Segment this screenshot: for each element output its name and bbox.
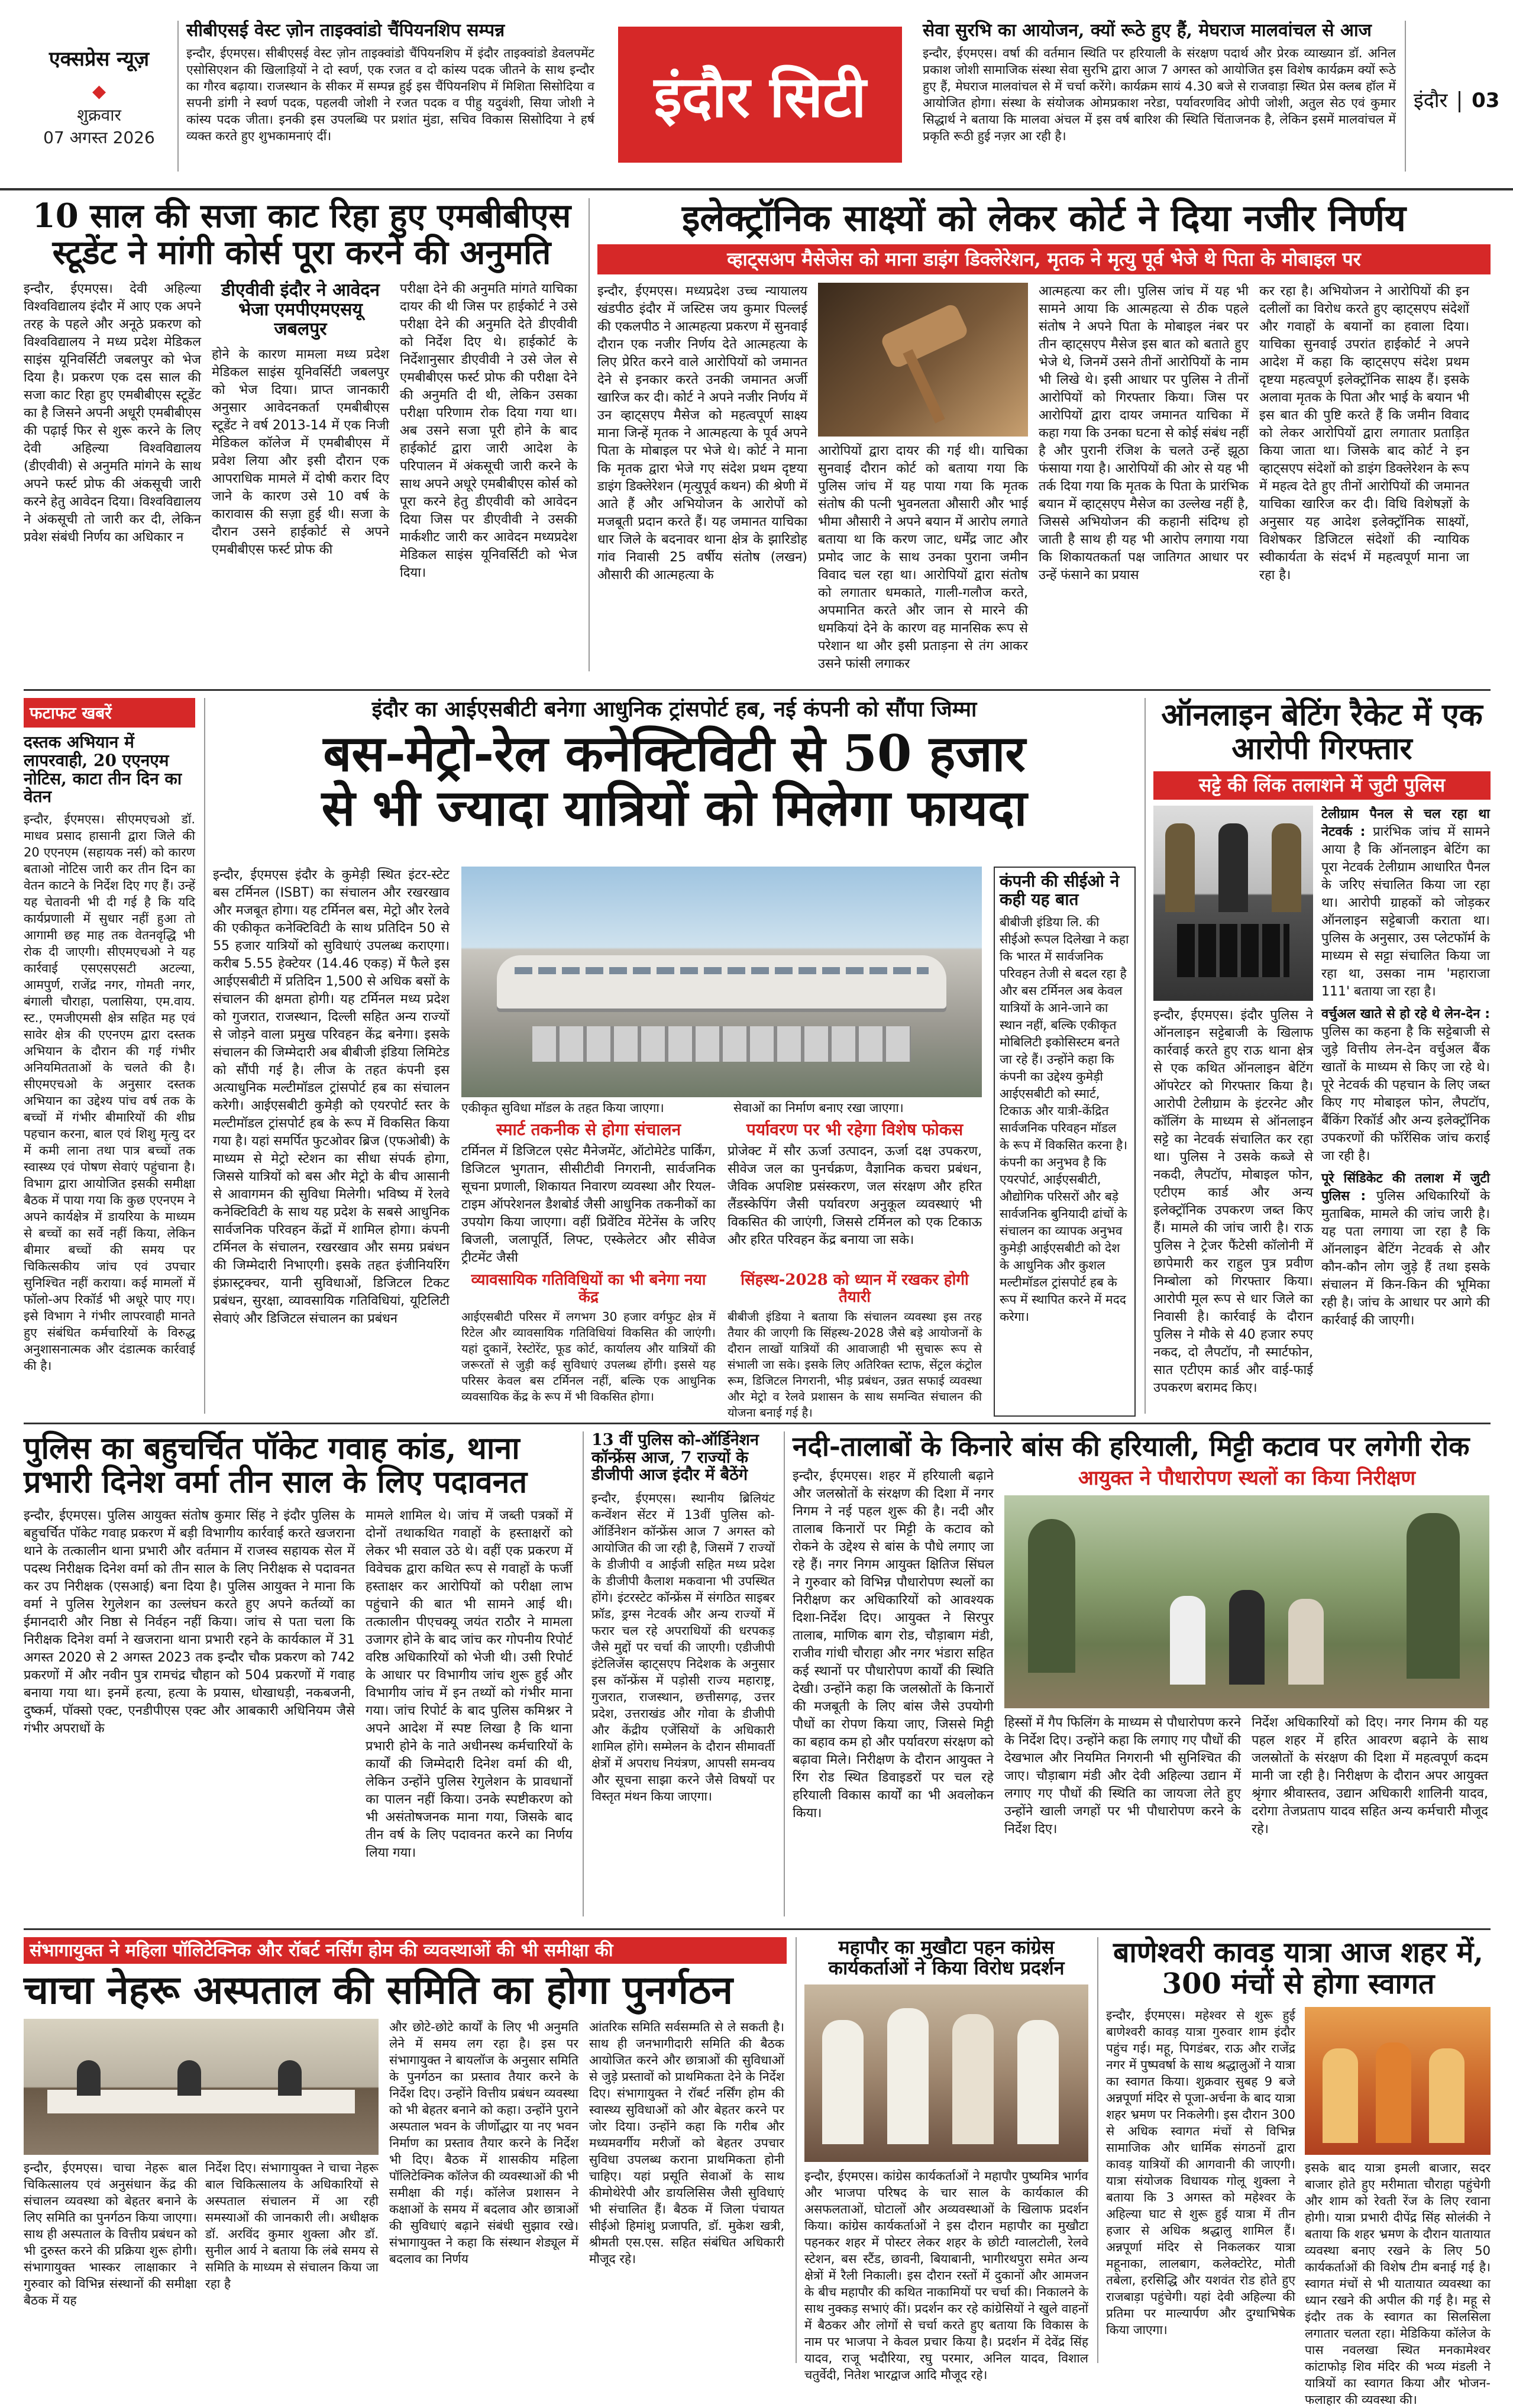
isbt-simhastha-body: बीबीजी इंडिया ने बताया कि संचालन व्यवस्था इस तरह तैयार की जाएगी कि सिंहस्थ-2028 जैसे बड़े आयोजनों के दौरान लाखों यात्रियों की आवाजाही भी सुचारू रूप से संभाली जा सके। इसके लिए अतिरिक्त स्टाफ, सेंट्रल कंट्रोल रूम, डिजिटल निगरानी, भीड़ प्रबंधन, उन्नत सफाई व्यवस्था और मेट्रो व रेलवे प्रशासन के साथ समन्वित संचालन की योजना बनाई गई है। [728,1310,982,1420]
kanwar-col2: इसके बाद यात्रा इमली बाजार, सदर बाजार होते हुए मरीमाता चौराहा पहुंचेगी और शाम को रेवती रेंज के लिए रवाना होगी। यात्रा प्रभारी दीपेंद्र सिंह सोलंकी ने बताया कि शहर भ्रमण के दौरान यातायात व्यवस्था बनाए रखने के लिए 50 कार्यकर्ताओं की विशेष टीम बनाई गई है। स्वागत मंचों से भी यातायात व्यवस्था का ध्यान रखने की अपील की गई है। महू से इंदौर तक के स्वागत का सिलसिला लगातार चलता रहा। मेडिकिया कॉलेज के पास नवलखा स्थित मनकामेश्वर कांटाफोड़ शिव मंदिर की भव्य मंडली ने यात्रियों का स्वागत किया और भोजन-फलाहार की व्यवस्था की। [1305,2160,1491,2407]
isbt-simhastha-section [728,1271,982,1420]
betting-police-photo [1153,806,1313,1001]
bamboo-subhead: आयुक्त ने पौधारोपण स्थलों का किया निरीक्षण [1078,1466,1416,1490]
bamboo-inspection-photo [1004,1495,1489,1708]
mbbs-col3: परीक्षा देने की अनुमति मांगते याचिका दायर की थी जिस पर हाईकोर्ट ने उसे परीक्षा देने की अनुमति देते डीएवीवी को निर्देश दिए थे। हाईकोर्ट के निर्देशानुसार डीएवीवी ने उसे जेल से एमबीबीएस फर्स्ट प्रोफ की परीक्षा देने की अनुमति दी थी, लेकिन उसका परीक्षा परिणाम रोक दिया गया था। अब उसने सजा पूरी होने के बाद हाईकोर्ट द्वारा जारी आदेश के परिपालन में अंकसूची जारी करने के साथ अपने अधूरे एमबीबीएस कोर्स को पूरा करने हेतु डीएवीवी को आवेदन दिया जिस पर डीएवीवी ने उसकी मार्कशीट जारी कर आवेदन मध्यप्रदेश मेडिकल साइंस यूनिवर्सिटी को भेज दिया। [400,282,577,581]
page-number-block [1414,86,1502,121]
isbt-photo-caption: एकीकृत सुविधा मॉडल के तहत किया जाएगा। [461,1101,664,1115]
fatafat-label: फटाफट खबरें [30,703,112,723]
kanwar-story [1106,1936,1491,2407]
isbt-commerce-body: आईएसबीटी परिसर में लगभग 30 हजार वर्गफुट क्षेत्र में रिटेल और व्यावसायिक गतिविधियां विकसित की जाएंगी। यहां दुकानें, रेस्टोरेंट, फूड कोर्ट, कार्यालय और यात्रियों की जरूरतों से जुड़ी कई सुविधाएं उपलब्ध होंगी। इससे यह परिसर केवल बस टर्मिनल नहीं, बल्कि एक आधुनिक व्यवसायिक केंद्र के रूप में भी विकसित होगा। [461,1310,716,1404]
mbbs-story [24,198,580,683]
fatafat-body: इन्दौर, ईएमएस। सीएमएचओ डॉ. माधव प्रसाद हासानी द्वारा जिले की 20 एएनएम (सहायक नर्स) को कारण बताओ नोटिस जारी कर तीन दिन का वेतन काटने के निर्देश दिए गए हैं। उन्हें यह चेतावनी भी दी गई है कि यदि कार्यप्रणाली में सुधार नहीं हुआ तो आगामी छह माह तक वेतनवृद्धि भी रोक दी जाएगी। सीएमएचओ ने यह कार्रवाई एसएसएसटी अटल्या, आमपुर्ण, राजेंद्र नगर, गोमती नगर, बंगाली चौराहा, पलासिया, एम.वाय. स्ट., एमजीएमसी क्षेत्र सहित मह एवं सावेर क्षेत्र की एएनएम द्वारा दस्तक अभियान के दौरान की गई गंभीर अनियमितताओं के चलते की है। सीएमएचओ के अनुसार दस्तक अभियान का उद्देश्य पांच वर्ष तक के बच्चों में गंभीर बीमारियों की शीघ्र पहचान करना, बाल एवं शिशु मृत्यु दर में कमी लाना तथा पात्र बच्चों तक स्वास्थ्य एवं पोषण सेवाएं पहुंचाना है। विभाग द्वारा आयोजित इसकी समीक्षा बैठक में पाया गया कि कुछ एएनएम ने अपने कार्यक्षेत्र में डायरिया के माध्यम से बच्चों का सर्वे नहीं किया, लेकिन बीमार बच्चों की समय पर चिकित्सकीय जांच एवं उपचार सुनिश्चित नहीं कराया। कई मामलों में फॉलो-अप रिकॉर्ड भी अधूरे पाए गए। इसे विभाग ने गंभीर लापरवाही मानते हुए संबंधित कर्मचारियों के विरुद्ध अनुशासनात्मक और दंडात्मक कार्रवाई की है। [24,812,195,1373]
isbt-col1: इन्दौर, ईएमएस इंदौर के कुमेड़ी स्थित इंटर-स्टेट बस टर्मिनल (ISBT) का संचालन और रखरखाव और मजबूत होगा। यह टर्मिनल बस, मेट्रो और रेलवे की एकीकृत कनेक्टिविटी के साथ प्रतिदिन 50 से 55 हजार यात्रियों को सुविधाएं उपलब्ध कराएगा। करीब 5.55 हेक्टेयर (14.46 एकड़) में फैले इस आईएसबीटी में प्रतिदिन 1,500 से अधिक बसों के संचालन की क्षमता होगी। यह टर्मिनल मध्य प्रदेश को गुजरात, राजस्थान, दिल्ली सहित अन्य राज्यों से जोड़ने वाला प्रमुख परिवहन केंद्र बनेगा। इसके संचालन की जिम्मेदारी अब बीबीजी इंडिया लिमिटेड को सौंपी गई है। लीज के तहत कंपनी इस अत्याधुनिक मल्टीमॉडल ट्रांसपोर्ट हब का संचालन करेगी। आईएसबीटी कुमेड़ी को एयरपोर्ट स्तर के मल्टीमॉडल ट्रांसपोर्ट हब के रूप में विकसित किया गया है। यहां समर्पित फुटओवर ब्रिज (एफओबी) के माध्यम से मेट्रो स्टेशन का सीधा संपर्क होगा, जिससे यात्रियों को बस और मेट्रो के बीच आसानी से आवागमन की सुविधा मिलेगी। भविष्य में रेलवे कनेक्टिविटी के साथ यह प्रदेश के सबसे आधुनिक सार्वजनिक परिवहन केंद्रों में शामिल होगा। कंपनी टर्मिनल के संचालन, रखरखाव और समग्र प्रबंधन की जिम्मेदारी निभाएगी। इसके तहत इंजीनियरिंग इंफ्रास्ट्रक्चर, यानी सुविधाओं, डिजिटल टिकट प्रबंधन, सुरक्षा, व्यावसायिक गतिविधियां, यूटिलिटी सेवाएं और डिजिटल संचालन का प्रबंधन [213,868,450,1326]
protest-photo [804,1984,1088,2162]
betting-subhead-bar [1153,771,1491,799]
hospital-headline: चाचा नेहरू अस्पताल की समिति का होगा पुनर्गठन [24,1967,733,2013]
isbt-commerce-section [461,1272,716,1417]
isbt-env-body: प्रोजेक्ट में सौर ऊर्जा उत्पादन, ऊर्जा दक्ष उपकरण, सीवेज जल का पुनर्चक्रण, वैज्ञानिक कचरा प्रबंधन, जैविक अपशिष्ट प्रसंस्करण, जल संरक्षण और हरित लैंडस्केपिंग जैसी पर्यावरण अनुकूल व्यवस्थाएं भी विकसित की जाएंगी, जिससे टर्मिनल को एक टिकाऊ और हरित परिवहन केंद्र बनाया जा सके। [728,1143,982,1247]
isbt-kicker: इंदौर का आईएसबीटी बनेगा आधुनिक ट्रांसपोर्ट हब, नई कंपनी को सौंपा जिम्मा [371,697,977,722]
isbt-smart-body: टर्मिनल में डिजिटल एसेट मैनेजमेंट, ऑटोमेटेड पार्किंग, डिजिटल भुगतान, सीसीटीवी निगरानी, सार्वजनिक सूचना प्रणाली, शिकायत निवारण व्यवस्था और रियल-टाइम ऑपरेशनल डैशबोर्ड जैसी आधुनिक तकनीकों का उपयोग किया जाएगा। वहीं प्रिवेंटिव मेंटेनेंस के जरिए बिजली, जलापूर्ति, लिफ्ट, एस्केलेटर और सीवेज ट्रीटमेंट जैसी [461,1143,716,1265]
fatafat-column [24,698,195,1417]
mbbs-subhead: डीएवीवी इंदौर ने आवेदन भेजा एमपीएमएसयू जबलपुर [221,280,380,340]
section-title-box [618,27,902,163]
hospital-kicker-bar [24,1937,787,1964]
mbbs-col2: होने के कारण मामला मध्य प्रदेश मेडिकल साइंस यूनिवर्सिटी जबलपुर को भेज दिया। प्राप्त जानकारी अनुसार आवेदनकर्ता एमबीबीएस स्टूडेंट ने वर्ष 2013-14 में एक निजी मेडिकल कॉलेज में एमबीबीएस में प्रवेश लिया और इसी दौरान एक आपराधिक मामले में दोषी करार दिए जाने के कारण उसे 10 वर्ष के कारावास की सज़ा हुई थी। सजा के दौरान उसने हाईकोर्ट से अपने एमबीबीएस फर्स्ट प्रोफ की [212,347,389,558]
court-story [597,198,1491,683]
betting-body-left: इन्दौर, ईएमएस। इंदौर पुलिस ने ऑनलाइन सट्टेबाजी के खिलाफ कार्रवाई करते हुए राऊ थाना क्षेत्र से एक कथित ऑनलाइन बेटिंग ऑपरेटर को गिरफ्तार किया है। आरोपी टेलीग्राम के इंटरनेट और कॉलिंग के माध्यम से ऑनलाइन सट्टे का नेटवर्क संचालित कर रहा था। पुलिस ने उसके कब्जे से नकदी, लैपटॉप, मोबाइल फोन, एटीएम कार्ड और अन्य इलेक्ट्रॉनिक उपकरण जब्त किए हैं। मामले की जांच जारी है। राऊ पुलिस ने ट्रेजर फैंटेसी कॉलोनी में छापेमारी कर राहुल पुत्र प्रवीण निम्बोला को गिरफ्तार किया। आरोपी मूल रूप से धार जिले का निवासी है। कार्रवाई के दौरान पुलिस ने मौके से 40 हजार रुपए नकद, दो लैपटॉप, नौ स्मार्टफोन, सात एटीएम कार्ड और वाई-फाई उपकरण बरामद किए। [1153,1007,1313,1395]
betting-syndicate-body: पुलिस अधिकारियों के मुताबिक, मामले की जांच जारी है। यह पता लगाया जा रहा है कि ऑनलाइन बेटिंग नेटवर्क से और कौन-कौन लोग जुड़े हैं तथा इसके संचालन में किन-किन की भूमिका रही है। जांच के आधार पर आगे की कार्रवाई की जाएगी। [1321,1188,1490,1328]
betting-headline: ऑनलाइन बेटिंग रैकेट में एक आरोपी गिरफ्तार [1161,697,1483,767]
bamboo-headline: नदी-तालाबों के किनारे बांस की हरियाली, मिट्टी कटाव पर लगेगी रोक [793,1430,1470,1462]
court-col4: कर रहा है। अभियोजन ने आरोपियों की इन दलीलों का विरोध करते हुए व्हाट्सएप संदेशों और गवाहों के बयानों का हवाला दिया। याचिका सुनवाई उपरांत हाईकोर्ट ने अपने आदेश में कहा कि व्हाट्सएप संदेश प्रथम दृष्टया महत्वपूर्ण इलेक्ट्रॉनिक साक्ष्य हैं। इसके अलावा मृतक के पिता और भाई के बयान भी इस बात की पुष्टि करते हैं कि जमीन विवाद को लेकर आरोपियों द्वारा लगातार प्रताड़ित किया जाता था। जिसके बाद कोर्ट ने इन व्हाट्सएप संदेशों को डाइंग डिक्लेरेशन के रूप में महत्व देते हुए तीनों आरोपियों की जमानत याचिका खारिज कर दी। विधि विशेषज्ञों के अनुसार यह आदेश इलेक्ट्रॉनिक साक्ष्यों, विशेषकर डिजिटल संदेशों की न्यायिक स्वीकार्यता के संदर्भ में महत्वपूर्ण माना जा रहा है। [1259,284,1469,583]
isbt-env-section [728,1121,982,1269]
bamboo-col2: हिस्सों में गैप फिलिंग के माध्यम से पौधारोपण करने के निर्देश दिए। उन्होंने कहा कि लगाए गए पौधों की देखभाल और नियमित निगरानी भी सुनिश्चित की जाए। चौड़ाबाग मंडी और देवी अहिल्या उद्यान में लगाए गए पौधों की स्थिति का जायजा लेते हुए उन्होंने खाली जगहों पर भी पौधारोपण करने के निर्देश दिए। [1004,1715,1241,1837]
top-right-body: इन्दौर, ईएमएस। वर्षा की वर्तमान स्थिति पर हरियाली के संरक्षण पदार्थ और प्रेरक व्याख्यान डॉ. अनिल प्रकाश जोशी सामाजिक संस्था सेवा सुरभि द्वारा आज 7 अगस्त को आयोजित इस विशेष कार्यक्रम क्यों रूठे हुए हैं, मेघराज मालवांचल से में चर्चा करेंगे। कार्यक्रम सायं 4.30 बजे से राजवाड़ा स्थित प्रेस क्लब हॉल में आयोजित होगा। संस्था के संयोजक ओमप्रकाश नरेडा, पर्यावरणविद ओपी जोशी, अतुल सेठ एवं कुमार सिद्धार्थ ने बताया कि मालवा अंचल में इस वर्ष बारिश की स्थिति चिंताजनक है, लेकिन इसमें मालवांचल में प्रकृति रूठी हुई नज़र आ रही है। [923,46,1396,143]
court-headline: इलेक्ट्रॉनिक साक्ष्यों को लेकर कोर्ट ने दिया नजीर निर्णय [681,196,1406,240]
betting-subhead: सट्टे की लिंक तलाशने में जुटी पुलिस [1198,774,1446,797]
pocket-witness-story [24,1431,574,1922]
isbt-headline-line1: बस-मेट्रो-रेल कनेक्टिविटी से 50 हजार [323,723,1026,783]
isbt-terminal-photo [461,867,982,1097]
court-subhead: व्हाट्सअप मैसेजेस को माना डाइंग डिक्लेरेशन, मृतक ने मृत्यु पूर्व भेजे थे पिता के मोबाइल पर [727,248,1361,271]
hospital-col1: निर्देश दिए। संभागायुक्त ने चाचा नेहरू बाल चिकित्सालय के अधिकारियों से अस्पताल संचालन में आ रही समस्याओं की जानकारी ली। अधीक्षक डॉ. अरविंद कुमार शुक्ला और डॉ. सुनील आर्य ने बताया कि लंबे समय से समिति के माध्यम से संचालन किया जा रहा है [205,2160,379,2291]
top-right-story [923,21,1396,174]
page-number: 03 [1472,89,1500,112]
kanwar-headline: बाणेश्वरी कावड़ यात्रा आज शहर में, 300 मंचों से होगा स्वागत [1113,1936,1483,2000]
betting-story [1153,698,1491,1417]
fatafat-headline: दस्तक अभियान में लापरवाही, 20 एएनएम नोटिस, काटा तीन दिन का वेतन [24,732,182,807]
isbt-simhastha-head: सिंहस्थ-2028 को ध्यान में रखकर होगी तैयारी [741,1271,969,1306]
hospital-meeting-photo [24,2019,379,2155]
court-col3: आत्महत्या कर ली। पुलिस जांच में यह भी सामने आया कि आत्महत्या से ठीक पहले संतोष ने अपने पिता के मोबाइल नंबर पर तीन व्हाट्सएप मैसेज इस बात को बताते हुए भेजे थे, जिनमें उसने तीनों आरोपियों के नाम भी लिखे थे। इसी आधार पर पुलिस ने तीनों आरोपियों को गिरफ्तार किया। जिस पर आरोपियों द्वारा दायर जमानत याचिका में कहा गया कि उनका घटना से कोई संबंध नहीं है और पुरानी रंजिश के चलते उन्हें झूठा फंसाया गया है। आरोपियों की ओर से यह भी तर्क दिया गया कि मृतक के पिता के प्रारंभिक बयान में व्हाट्सएप मैसेज का उल्लेख नहीं है, जिससे अभियोजन की कहानी संदिग्ध हो जाती है साथ ही यह भी आरोप लगाया गया कि शिकायतकर्ता पक्ष जातिगत आधार पर उन्हें फंसाने का प्रयास [1039,284,1249,583]
hospital-kicker: संभागायुक्त ने महिला पॉलिटेक्निक और रॉबर्ट नर्सिंग होम की व्यवस्थाओं की भी समीक्षा की [30,1940,613,1961]
isbt-photo-caption2: सेवाओं का निर्माण बनाए रखा जाएगा। [733,1101,904,1115]
page-divider [1459,91,1460,112]
date-label: 07 अगस्त 2026 [43,128,155,147]
top-left-headline: सीबीएसई वेस्ट ज़ोन ताइक्वांडो चैंपियनशिप सम्पन्न [186,20,505,41]
mbbs-col1: इन्दौर, ईएमएस। देवी अहिल्या विश्वविद्यालय इंदौर में आए एक अपने तरह के पहले और अनूठे प्रकरण को विश्वविद्यालय ने मध्य प्रदेश मेडिकल साइंस यूनिवर्सिटी जबलपुर को भेज दिया है। प्रकरण एक दस साल की सजा काट रिहा हुए एमबीबीएस स्टूडेंट का है जिसने अपनी अधूरी एमबीबीएस की पढ़ाई फिर से शुरू करने के लिए देवी अहिल्या विश्वविद्यालय (डीएवीवी) से अनुमति मांगने के साथ अपने फर्स्ट प्रोफ की अंकसूची जारी करने हेतु आवेदन दिया। विश्वविद्यालय ने अंकसूची तो जारी कर दी, लेकिन प्रवेश संबंधी निर्णय का अधिकार न [24,282,201,545]
betting-right-body: पुलिस का कहना है कि सट्टेबाजी से जुड़े वित्तीय लेन-देन वर्चुअल बैंक खातों के माध्यम से किए जा रहे थे। पूरे नेटवर्क की पहचान के लिए जब्त किए गए मोबाइल फोन, लैपटॉप, बैंकिंग रिकॉर्ड और अन्य इलेक्ट्रॉनिक उपकरणों की फॉरेंसिक जांच कराई जा रही है। [1321,1024,1490,1163]
bamboo-col3: निर्देश अधिकारियों को दिए। नगर निगम की यह पहल शहर में हरित आवरण बढ़ाने के साथ जलस्रोतों के संरक्षण की दिशा में महत्वपूर्ण कदम मानी जा रही है। निरीक्षण के दौरान अपर आयुक्त श्रृंगार श्रीवास्तव, उद्यान अधिकारी शालिनी यादव, दरोगा तेजप्रताप यादव सहित अन्य कर्मचारी मौजूद रहे। [1252,1715,1488,1837]
hospital-caption: इन्दौर, ईएमएस। चाचा नेहरू बाल चिकित्सालय एवं अनुसंधान केंद्र की संचालन व्यवस्था को बेहतर बनाने के लिए समिति का पुनर्गठन किया जाएगा। साथ ही अस्पताल के वित्तीय प्रबंधन को भी दुरुस्त करने की प्रक्रिया शुरू होगी। संभागायुक्त भास्कर लाक्षाकार ने गुरुवार को विभिन्न संस्थानों की समीक्षा बैठक में यह [24,2160,197,2307]
mbbs-headline: 10 साल की सजा काट रिहा हुए एमबीबीएस स्टूडेंट ने मांगी कोर्स पूरा करने की अनुमति [32,196,571,272]
bamboo-story [793,1431,1491,1922]
isbt-ceo-box [994,867,1136,1417]
mayor-mask-body: इन्दौर, ईएमएस। कांग्रेस कार्यकर्ताओं ने महापौर पुष्यमित्र भार्गव और भाजपा परिषद के चार साल के कार्यकाल की असफलताओं, घोटालों और अव्यवस्थाओं के खिलाफ प्रदर्शन किया। कांग्रेस कार्यकर्ताओं ने इस दौरान महापौर का मुखौटा पहनकर शहर में पोस्टर लेकर शहर के छोटी ग्वालटोली, रेलवे स्टेशन, बस स्टैंड, छावनी, बियाबानी, भागीरथपुरा समेत अन्य क्षेत्रों में रैली निकाली। इस दौरान रस्तों में दुकानों और आमजन के बीच महापौर की कथित नाकामियों पर चर्चा की। निकालने के साथ नुक्कड़ सभाएं कीं। प्रदर्शन कर रहे कांग्रेसियों ने खुले वाहनों में बैठकर और लोगों से चर्चा करते हुए बताया कि विकास के नाम पर भाजपा ने केवल प्रचार किया है। प्रदर्शन में देवेंद्र सिंह यादव, राजू भदौरिया, रघु परमार, अनिल यादव, विशाल चतुर्वेदी, नितेश भारद्वाज आदि मौजूद रहे। [804,2169,1088,2383]
gavel-icon [880,303,969,370]
gavel-photo [818,283,1028,437]
isbt-ceo-head: कंपनी की सीईओ ने कही यह बात [1000,871,1120,909]
betting-telegram-lead: टेलीग्राम पैनल से चल रहा था नेटवर्क : [1321,806,1490,839]
masthead [0,0,1513,189]
dgp-headline: 13 वीं पुलिस को-ऑर्डिनेशन कॉन्फ्रेंस आज, 7 राज्यों के डीजीपी आज इंदौर में बैठेंगे [591,1431,759,1485]
betting-right-lead: वर्चुअल खाते से हो रहे थे लेन-देन : [1321,1006,1490,1022]
hospital-col3: आंतरिक समिति सर्वसम्मति से ले सकती है। साथ ही जनभागीदारी समिति की बैठक आयोजित करने और छात्राओं की सुविधाओं से जुड़े प्रस्तावों को प्राथमिकता देने के निर्देश दिए। संभागायुक्त ने रॉबर्ट नर्सिंग होम की स्वास्थ्य सुविधाओं को और बेहतर करने पर जोर दिया। उन्होंने कहा कि गरीब और मध्यमवर्गीय मरीजों को बेहतर उपचार सुविधा उपलब्ध कराना प्राथमिकता होनी चाहिए। यहां प्रसूति सेवाओं के साथ कीमोथेरेपी और डायलिसिस जैसी सुविधाएं भी संचालित हैं। बैठक में जिला पंचायत सीईओ हिमांशु प्रजापति, डॉ. मुकेश खत्री, श्रीमती एस.एस. सहित संबंधित अधिकारी मौजूद रहे। [589,2019,784,2266]
fatafat-label-bar [24,698,195,728]
top-right-headline: सेवा सुरभि का आयोजन, क्यों रूठे हुए हैं, मेघराज मालवांचल से आज [923,20,1372,41]
day-label: शुक्रवार [77,105,121,125]
court-subhead-bar [597,244,1491,274]
express-news-brand [24,44,174,163]
section-title: इंदौर सिटी [654,63,867,130]
betting-telegram-body: प्रारंभिक जांच में सामने आया है कि ऑनलाइन बेटिंग का पूरा नेटवर्क टेलीग्राम आधारित पैनल के जरिए संचालित किया जा रहा था। आरोपी ग्राहकों को जोड़कर ऑनलाइन सट्टेबाजी कराता था। पुलिस के अनुसार, उस प्लेटफॉर्म के माध्यम से सट्टा संचालित किया जा रहा था, उसका नाम 'महाराजा 111' बताया जा रहा है। [1321,824,1490,999]
mayor-mask-story [804,1936,1088,2383]
court-col1: इन्दौर, ईएमएस। मध्यप्रदेश उच्च न्यायालय खंडपीठ इंदौर में जस्टिस जय कुमार पिल्लई की एकलपीठ ने आत्महत्या प्रकरण में सुनवाई दौरान एक नजीर निर्णय देते आत्महत्या के लिए प्रेरित करने वाले आरोपियों को जमानत देने से इनकार करते उनकी जमानत अर्जी खारिज कर दी। कोर्ट ने अपने नजीर निर्णय में उन व्हाट्सएप मैसेज को महत्वपूर्ण साक्ष्य माना जिन्हें मृतक ने आत्महत्या के पूर्व अपने पिता के मोबाइल पर भेजे थे। कोर्ट ने माना कि मृतक द्वारा भेजे गए संदेश प्रथम दृष्टया डाइंग डिक्लेरेशन (मृत्युपूर्व कथन) की श्रेणी में आते हैं और अभियोजन के आरोपों को मजबूती प्रदान करते हैं। यह जमानत याचिका धार जिले के बदनावर थाना क्षेत्र के झारिडोह गांव निवासी 25 वर्षीय संतोष (लखन) औसारी की आत्महत्या के [597,284,807,583]
isbt-smart-section [461,1121,716,1269]
hospital-story [24,1937,787,2363]
hospital-col2: और छोटे-छोटे कार्यों के लिए भी अनुमति लेने में समय लग रहा है। इस पर संभागायुक्त ने बायलॉज के अनुसार समिति के पुनर्गठन का प्रस्ताव तैयार करने के निर्देश दिए। उन्होंने वित्तीय प्रबंधन व्यवस्था को भी बेहतर बनाने को कहा। उन्होंने पुराने अस्पताल भवन के जीर्णोद्धार या नए भवन निर्माण का प्रस्ताव तैयार करने के निर्देश भी दिए। बैठक में शासकीय महिला पॉलिटेक्निक कॉलेज की व्यवस्थाओं की भी समीक्षा की गई। कॉलेज प्रशासन ने कक्षाओं के समय में बदलाव और छात्राओं की सुविधाएं बढ़ाने संबंधी सुझाव रखे। संभागायुक्त ने कहा कि संस्थान शेड्यूल में बदलाव का निर्णय [389,2019,578,2266]
dgp-story [591,1431,775,1922]
dgp-body: इन्दौर, ईएमएस। स्थानीय ब्रिलियंट कन्वेंशन सेंटर में 13वीं पुलिस को-ऑर्डिनेशन कॉन्फ्रेंस आज 7 अगस्त को आयोजित की जा रही है, जिसमें 7 राज्यों के डीजीपी व आईजी सहित मध्य प्रदेश के डीजीपी कैलाश मकवाना भी उपस्थित होंगे। इंटरस्टेट कॉन्फ्रेंस में संगठित साइबर फ्रॉड, ड्रग्स नेटवर्क और अन्य राज्यों में फरार चल रहे अपराधियों की धरपकड़ जैसे मुद्दों पर चर्चा की जाएगी। एडीजीपी इंटेलिजेंस व्हाट्सएप निदेशक के अनुसार इस कॉन्फ्रेंस में पड़ोसी राज्य महाराष्ट्र, गुजरात, राजस्थान, छत्तीसगढ़, उत्तर प्रदेश, उत्तराखंड और गोवा के डीजीपी और केंद्रीय एजेंसियों के अधिकारी शामिल होंगे। सम्मेलन के दौरान सीमावर्ती क्षेत्रों में अपराध नियंत्रण, आपसी समन्वय और सूचना साझा करने जैसे विषयों पर विस्तृत मंथन किया जाएगा। [591,1491,775,1804]
isbt-env-head: पर्यावरण पर भी रहेगा विशेष फोकस [746,1120,964,1139]
isbt-commerce-head: व्यावसायिक गतिविधियों का भी बनेगा नया केंद्र [471,1271,706,1306]
betting-syndicate-lead: पूरे सिंडिकेट की तलाश में जुटी पुलिस : [1321,1171,1490,1204]
court-col2: आरोपियों द्वारा दायर की गई थी। याचिका सुनवाई दौरान कोर्ट को बताया गया कि पुलिस जांच में यह पाया गया कि मृतक संतोष की पत्नी भुवनलता औसारी और भाई भीमा औसारी ने अपने बयान में आरोप लगाते बताया था कि करण जाट, धर्मेंद्र जाट और प्रमोद जाट के साथ उनका पुराना जमीन विवाद चल रहा था। आरोपियों द्वारा संतोष को लगातार धमकाते, गाली-गलौज करते, अपमानित करते और जान से मारने की धमकियां देने के कारण वह मानसिक रूप से परेशान था और इसी प्रताड़ना से तंग आकर उसने फांसी लगाकर [818,444,1028,672]
bamboo-col1: इन्दौर, ईएमएस। शहर में हरियाली बढ़ाने और जलस्रोतों के संरक्षण की दिशा में नगर निगम ने नई पहल शुरू की है। नदी और तालाब किनारों पर मिट्टी के कटाव को रोकने के उद्देश्य से बांस के पौधे लगाए जा रहे हैं। नगर निगम आयुक्त क्षितिज सिंघल ने गुरुवार को विभिन्न पौधारोपण स्थलों का निरीक्षण कर अधिकारियों को आवश्यक दिशा-निर्देश दिए। आयुक्त ने सिरपुर तालाब, माणिक बाग रोड, चौड़ाबाग मंडी, राजीव गांधी चौराहा और नगर भंडारा सहित कई स्थानों पर पौधारोपण कार्यों की स्थिति देखी। उन्होंने कहा कि जलस्रोतों के किनारों की मजबूती के लिए बांस जैसे उपयोगी पौधों का रोपण किया जाए, जिससे मिट्टी का बहाव कम हो और पर्यावरण संरक्षण को बढ़ावा मिले। निरीक्षण के दौरान आयुक्त ने रिंग रोड स्थित डिवाइडरों पर चल रहे हरियाली विकास कार्यों का भी अवलोकन किया। [793,1468,994,1821]
city-label: इंदौर [1414,89,1448,112]
isbt-smart-head: स्मार्ट तकनीक से होगा संचालन [496,1120,681,1139]
top-left-story [186,21,594,174]
kanwar-col1: इन्दौर, ईएमएस। महेश्वर से शुरू हुई बाणेश्वरी कावड़ यात्रा गुरुवार शाम इंदौर पहुंच गई। महू, पिगडंबर, राऊ और राजेंद्र नगर में पुष्पवर्षा के साथ श्रद्धालुओं ने यात्रा का स्वागत किया। शुक्रवार सुबह 9 बजे अन्नपूर्णा मंदिर से पूजा-अर्चना के बाद यात्रा शहर भ्रमण पर निकलेगी। इस दौरान 300 से अधिक स्वागत मंचों से विभिन्न सामाजिक और धार्मिक संगठनों द्वारा कावड़ यात्रियों की आगवानी की जाएगी। यात्रा संयोजक विधायक गोलू शुक्ला ने बताया कि 3 अगस्त को महेश्वर के अहिल्या घाट से शुरू हुई यात्रा में तीन हजार से अधिक श्रद्धालु शामिल हैं। अन्नपूर्णा मंदिर से निकलकर यात्रा महूनाका, लालबाग, कलेक्टोरेट, मोती तबेला, हरसिद्धि और यशवंत रोड होते हुए राजबाड़ा पहुंचेगी। यहां देवी अहिल्या की प्रतिमा पर माल्यार्पण और दुग्धाभिषेक किया जाएगा। [1106,2008,1296,2337]
pocket-witness-col1: इन्दौर, ईएमएस। पुलिस आयुक्त संतोष कुमार सिंह ने इंदौर पुलिस के बहुचर्चित पॉकेट गवाह प्रकरण में बड़ी विभागीय कार्रवाई करते खजराना थाने के तत्कालीन थाना प्रभारी और वर्तमान में राजस्व सहायक सेल में पदस्थ निरीक्षक दिनेश वर्मा को तीन साल के लिए निरीक्षक से पदावनत कर उप निरीक्षक (एसआई) बना दिया है। पुलिस आयुक्त ने माना कि वर्मा ने पुलिस रेगुलेशन का उल्लंघन करते हुए अपने कर्तव्यों का ईमानदारी और निष्ठा से निर्वहन नहीं किया। जांच से पता चला कि निरीक्षक दिनेश वर्मा ने खजराना थाना प्रभारी रहने के कार्यकाल में 31 अगस्त 2020 से 2 अगस्त 2023 तक इन्दौर चौक प्रकरण को 742 प्रकरणों में और नवीन पुत्र रामचंद्र चौहान को 504 प्रकरणों में गवाह बनाया गया था। इनमें हत्या, हत्या के प्रयास, धोखाधड़ी, नकबजनी, दुष्कर्म, पॉक्सो एक्ट, एनडीपीएस एक्ट और आबकारी अधिनियम जैसे गंभीर अपराधों के [24,1508,355,1737]
isbt-ceo-body: बीबीजी इंडिया लि. की सीईओ रूपल दिलेखा ने कहा कि भारत में सार्वजनिक परिवहन तेजी से बदल रहा है और बस टर्मिनल अब केवल यात्रियों के आने-जाने का स्थान नहीं, बल्कि एकीकृत मोबिलिटी इकोसिस्टम बनते जा रहे हैं। उन्होंने कहा कि कंपनी का उद्देश्य कुमेड़ी आईएसबीटी को स्मार्ट, टिकाऊ और यात्री-केंद्रित सार्वजनिक परिवहन मॉडल के रूप में विकसित करना है। कंपनी का अनुभव है कि एयरपोर्ट, आईएसबीटी, औद्योगिक परिसरों और बड़े सार्वजनिक बुनियादी ढांचों के संचालन का व्यापक अनुभव कुमेड़ी आईएसबीटी को देश के आधुनिक और कुशल मल्टीमॉडल ट्रांसपोर्ट हब के रूप में स्थापित करने में मदद करेगा। [1000,914,1129,1324]
kanwar-yatra-photo [1305,2007,1491,2155]
diamond-icon: ◆ [92,81,106,102]
mayor-mask-headline: महापौर का मुखौटा पहन कांग्रेस कार्यकर्ताओं ने किया विरोध प्रदर्शन [828,1936,1065,1980]
isbt-headline-line2: से भी ज्यादा यात्रियों को मिलेगा फायदा [321,778,1027,837]
top-left-body: इन्दौर, ईएमएस। सीबीएसई वेस्ट ज़ोन ताइक्वांडो चैंपियनशिप में इंदौर ताइक्वांडो डेवलपमेंट एसोसिएशन की खिलाड़ियों ने दो स्वर्ण, एक रजत व दो कांस्य पदक जीतने के साथ इन्दौर का गौरव बढ़ाया। राजस्थान के सीकर में सम्पन्न हुई इस चैंपियनशिप में मिशिता सिसोदिया व सपनी डांगी ने स्वर्ण पदक, पहलवी जोशी ने रजत पदक व पीहु यदुवंशी, सिया जोशी ने कांस्य पदक जीता। इनकी इस उपलब्धि पर प्रशांत मुंडा, सचिव विकास सिसोदिया ने हर्ष व्यक्त करते हुए शुभकामनाएं दीं। [186,46,594,143]
pocket-witness-headline: पुलिस का बहुचर्चित पॉकेट गवाह कांड, थाना प्रभारी दिनेश वर्मा तीन साल के लिए पदावनत [24,1430,528,1501]
express-news-label: एक्सप्रेस न्यूज़ [49,47,150,71]
pocket-witness-col2: मामले शामिल थे। जांच में जब्ती पत्रकों में दोनों तथाकथित गवाहों के हस्ताक्षरों को लेकर भी सवाल उठे थे। वहीं एक प्रकरण में विवेचक द्वारा कथित रूप से गवाहों के फर्जी हस्ताक्षर कर आरोपियों को परीक्षा लाभ पहुंचाने की बात भी सामने आई थी। तत्कालीन पीएचक्यू जयंत राठौर ने मामला उजागर होने के बाद जांच कर गोपनीय रिपोर्ट वरिष्ठ अधिकारियों को भेजी थी। उसी रिपोर्ट के आधार पर विभागीय जांच शुरू हुई और विभागीय जांच में इन तथ्यों को गंभीर माना गया। जांच रिपोर्ट के बाद पुलिस कमिश्नर ने अपने आदेश में स्पष्ट लिखा है कि थाना प्रभारी होने के नाते अधीनस्थ कर्मचारियों के कार्यों की जिम्मेदारी दिनेश वर्मा की थी, लेकिन उन्होंने पुलिस रेगुलेशन के प्रावधानों का पालन नहीं किया। उनके स्पष्टीकरण को भी असंतोषजनक माना गया, जिसके बाद तीन वर्ष के लिए पदावनत करने का निर्णय लिया गया। [366,1508,573,1861]
